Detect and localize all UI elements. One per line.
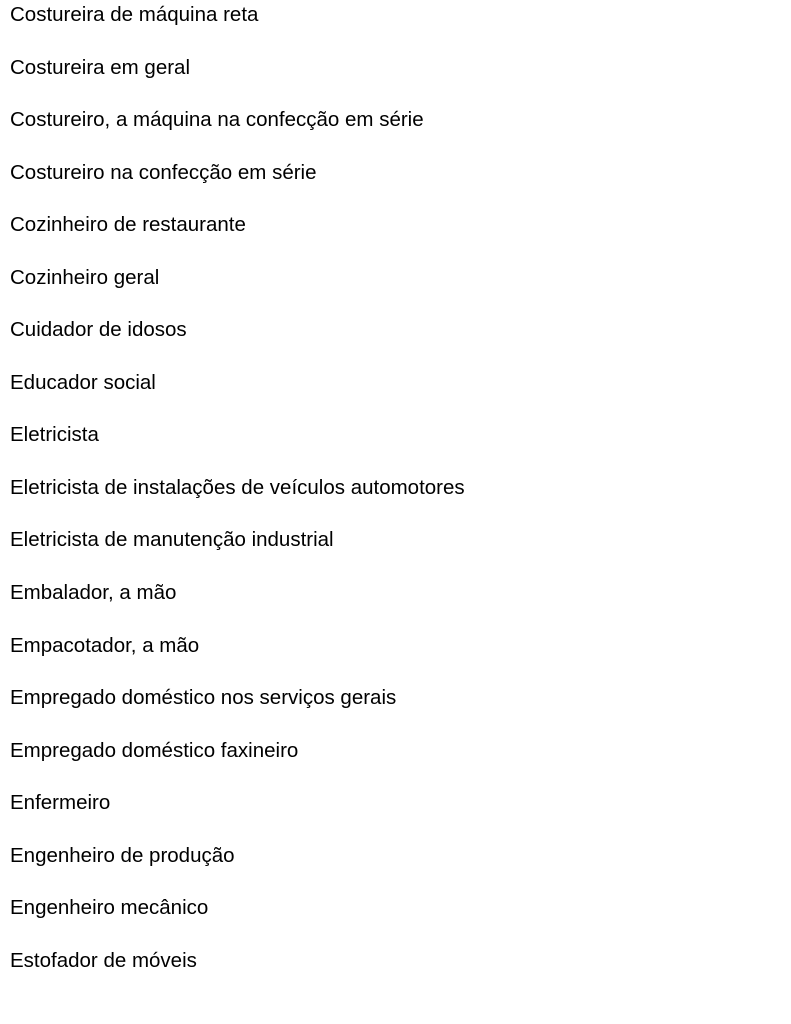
list-item: Empregado doméstico faxineiro: [10, 738, 299, 762]
occupation-list: [10, 2, 465, 1000]
list-item: Educador social: [10, 370, 156, 394]
list-item: Empregado doméstico nos serviços gerais: [10, 686, 397, 710]
list-item: Enfermeiro: [10, 791, 111, 815]
list-item: Embalador, a mão: [10, 581, 177, 605]
list-item: Cozinheiro geral: [10, 265, 160, 289]
list-item: Estofador de móveis: [10, 948, 197, 972]
list-item: Engenheiro mecânico: [10, 896, 209, 920]
list-item: Eletricista: [10, 423, 99, 447]
list-item: Costureira em geral: [10, 55, 191, 79]
list-item: Eletricista de manutenção industrial: [10, 528, 334, 552]
list-item: Empacotador, a mão: [10, 633, 200, 657]
list-item: Costureira de máquina reta: [10, 3, 259, 26]
list-item: Eletricista de instalações de veículos automotores: [10, 475, 465, 499]
list-item: Engenheiro de produção: [10, 843, 235, 867]
list-item: Costureiro na confecção em série: [10, 160, 317, 184]
list-item: Costureiro, a máquina na confecção em série: [10, 108, 424, 132]
list-item: Cuidador de idosos: [10, 318, 187, 342]
list-item: Cozinheiro de restaurante: [10, 213, 246, 237]
